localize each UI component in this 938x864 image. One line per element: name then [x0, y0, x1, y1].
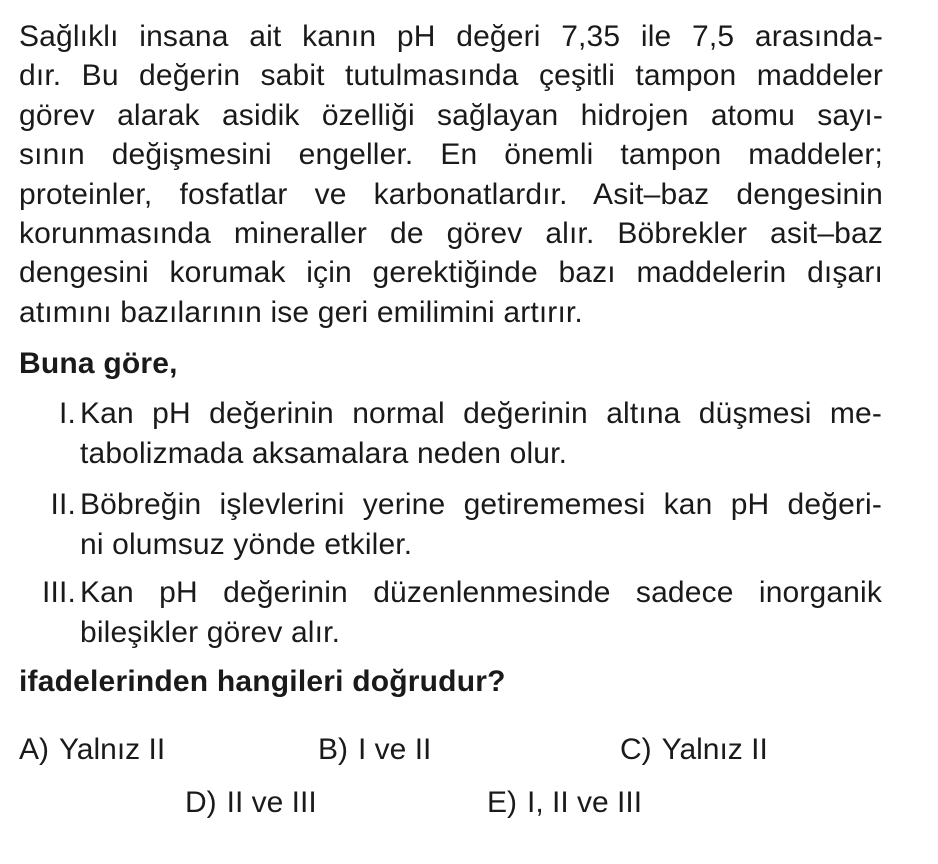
statement-line: Kan pH değerinin normal değerinin altına düşmesi me- — [80, 397, 882, 430]
option-text: Yalnız II — [59, 733, 166, 766]
statement-number: II. — [50, 488, 76, 521]
statement-text — [80, 394, 882, 474]
option-c[interactable] — [620, 730, 768, 770]
option-letter: C) — [620, 733, 652, 766]
lead-text: Buna göre, — [19, 347, 178, 380]
statement-text — [80, 485, 882, 565]
option-letter: B) — [318, 733, 348, 766]
option-text: I ve II — [358, 733, 432, 766]
passage-line: sının değişmesini engeller. En önemli tampon maddeler; — [19, 138, 883, 172]
statement-line: bileşikler görev alır. — [80, 616, 341, 649]
passage-text — [19, 17, 883, 332]
option-text: I, II ve III — [527, 786, 643, 819]
passage-line: korunmasında mineraller de görev alır. Böbrekler asit–baz — [19, 217, 883, 251]
option-letter: D) — [185, 786, 217, 819]
passage-line: dır. Bu değerin sabit tutulmasında çeşitli tampon maddeler — [19, 59, 883, 93]
statement-text — [80, 573, 882, 653]
passage-line: atımını bazılarının ise geri emilimini artırır. — [19, 295, 583, 329]
statement-number: I. — [59, 397, 76, 430]
passage-line: proteinler, fosfatlar ve karbonatlardır. Asit–baz dengesinin — [19, 177, 883, 211]
option-letter: E) — [487, 786, 517, 819]
passage-line: görev alarak asidik özelliği sağlayan hidrojen atomu sayı- — [19, 98, 883, 132]
passage-line: Sağlıklı insana ait kanın pH değeri 7,35 ile 7,5 arasında- — [19, 20, 883, 53]
passage-line: dengesini korumak için gerektiğinde bazı maddelerin dışarı — [19, 256, 883, 290]
statement-line: Böbreğin işlevlerini yerine getirememesi kan pH değeri- — [80, 488, 882, 521]
statement-line: ni olumsuz yönde etkiler. — [80, 528, 413, 561]
question-text: ifadelerinden hangileri doğrudur? — [19, 665, 506, 698]
option-d[interactable] — [185, 783, 317, 823]
option-text: Yalnız II — [661, 733, 768, 766]
option-b[interactable] — [318, 730, 431, 770]
option-text: II ve III — [226, 786, 317, 819]
statement-line: tabolizmada aksamalara neden olur. — [80, 437, 568, 470]
statement-line: Kan pH değerinin düzenlenmesinde sadece inorganik — [80, 576, 882, 609]
option-letter: A) — [19, 733, 49, 766]
statement-number: III. — [42, 576, 76, 609]
option-e[interactable] — [487, 783, 642, 823]
option-a[interactable] — [19, 730, 165, 770]
